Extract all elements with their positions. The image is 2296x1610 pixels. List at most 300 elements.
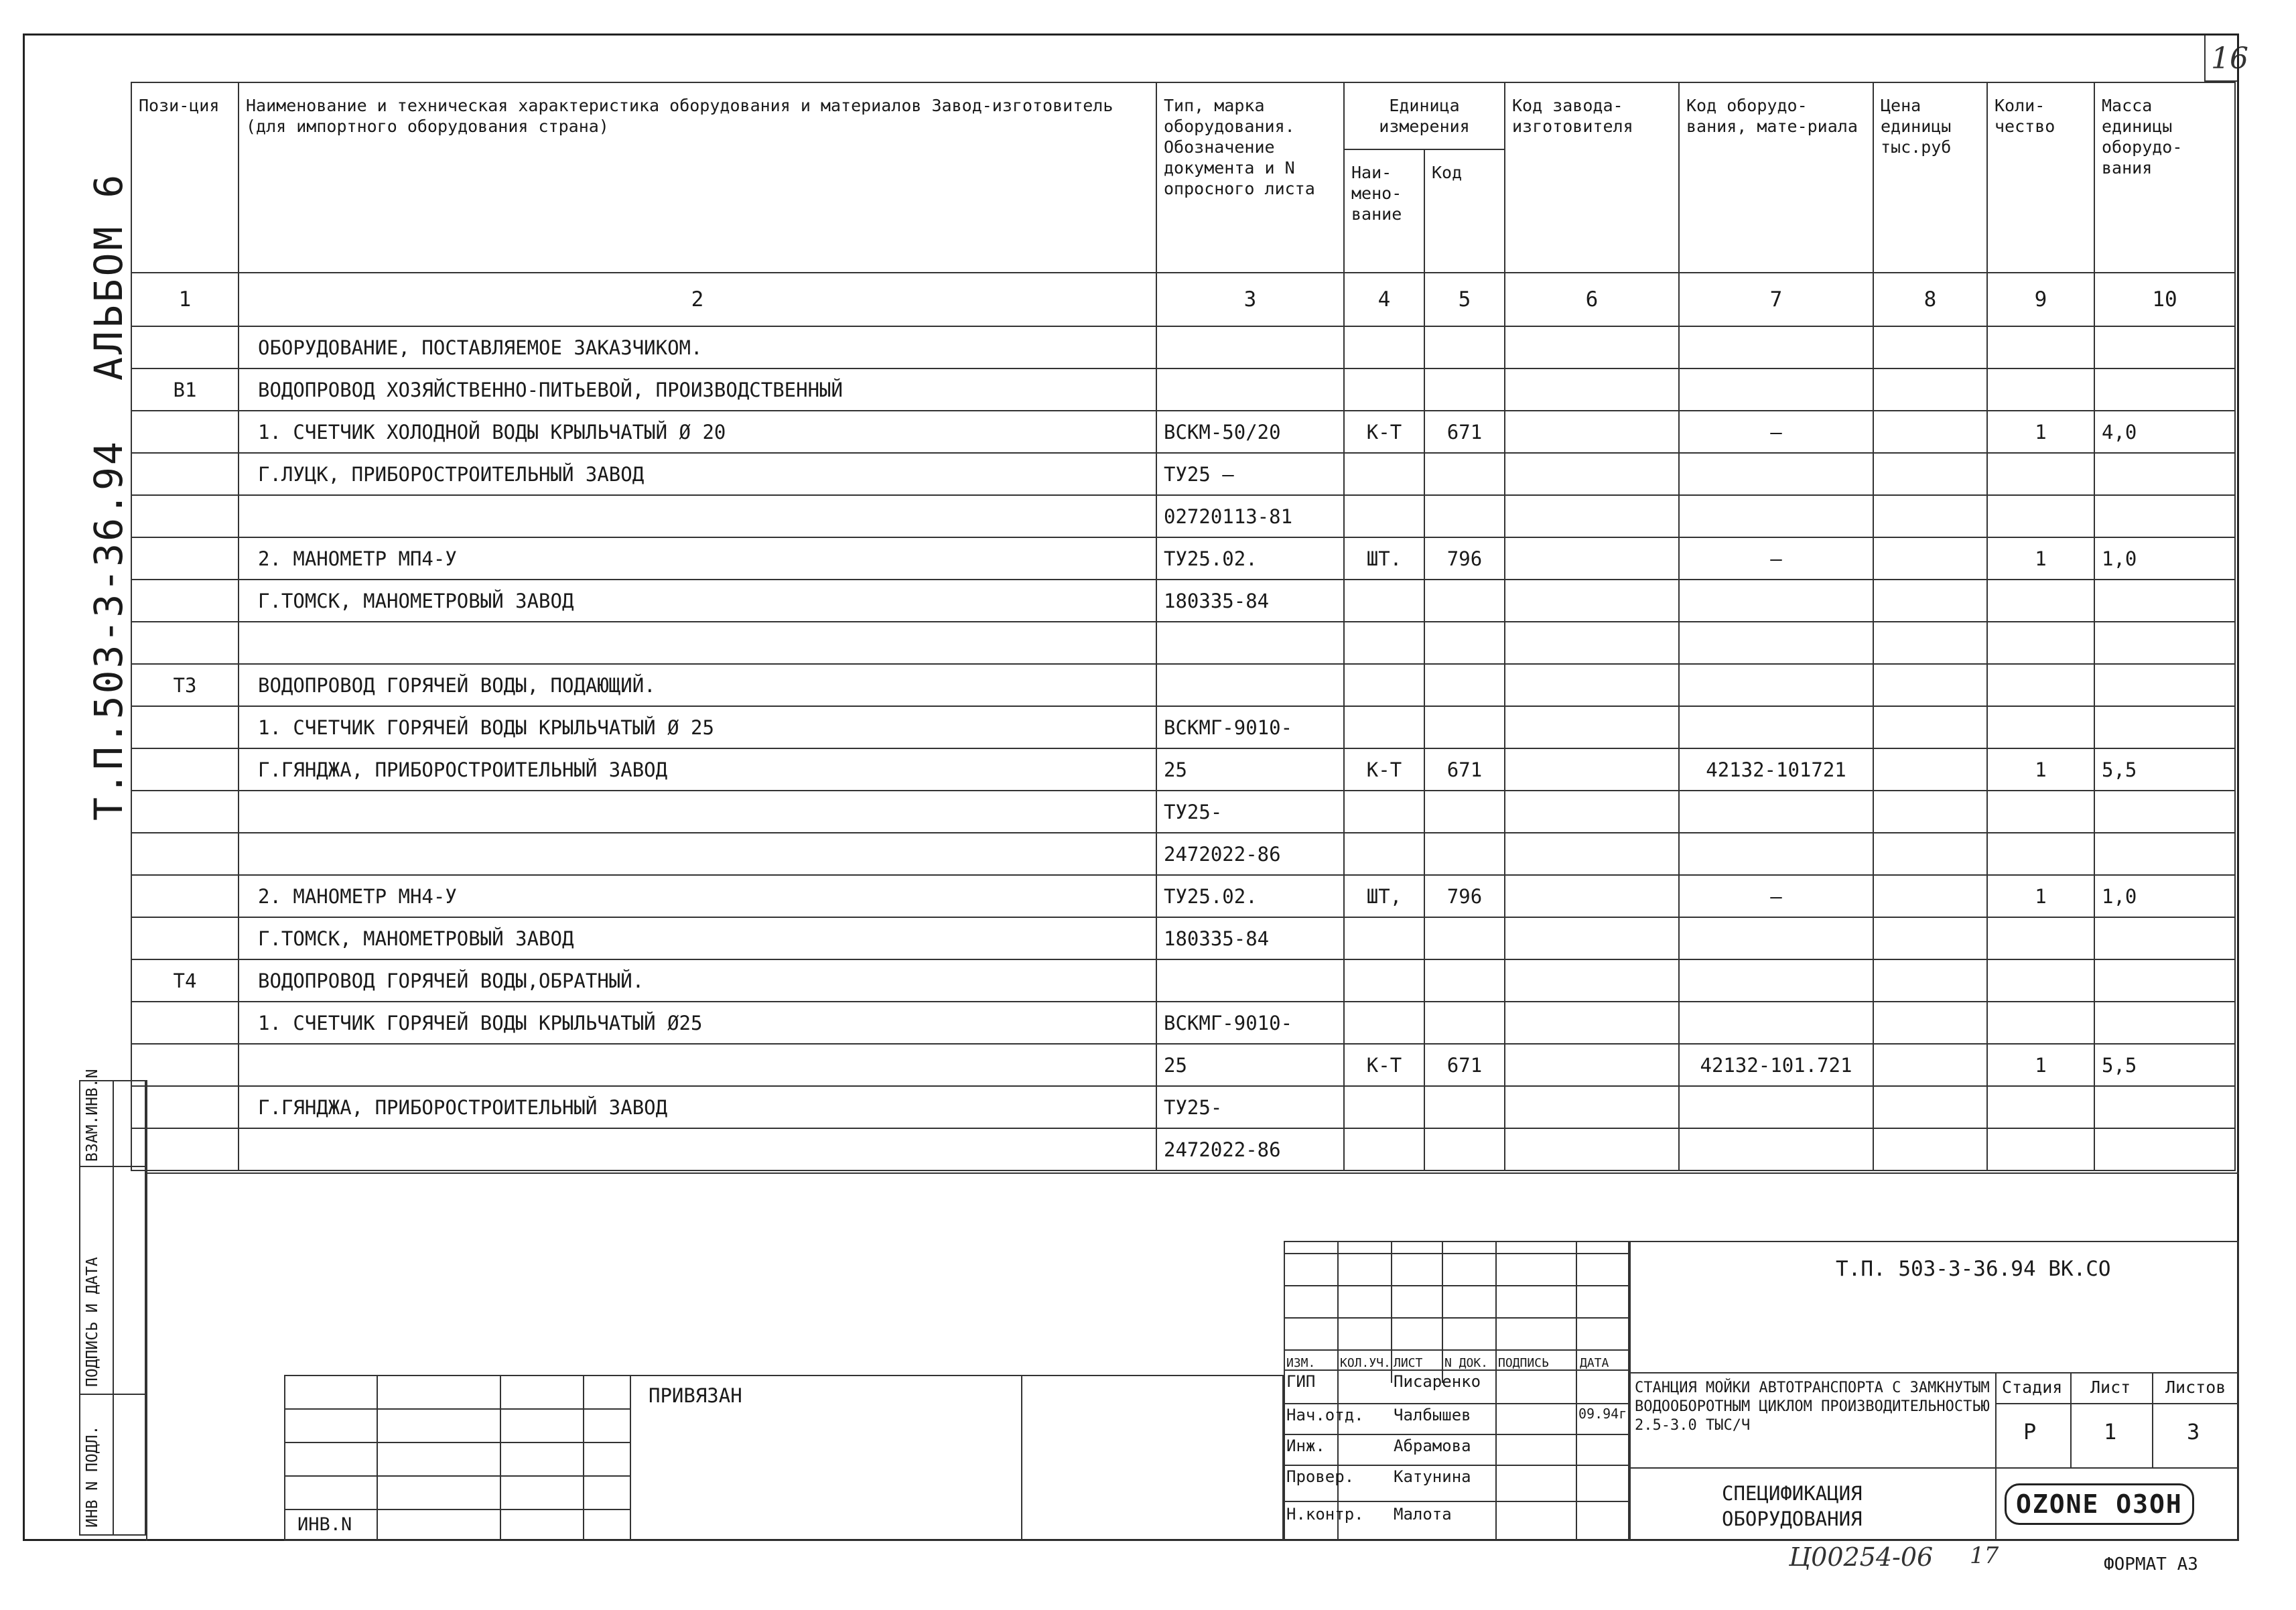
type-mark-cell: ТУ25 – <box>1156 453 1344 495</box>
quantity-cell: 1 <box>1987 1044 2094 1086</box>
unit-price-cell <box>1873 1086 1987 1128</box>
equipment-code-cell <box>1679 495 1873 537</box>
unit-code-cell <box>1424 580 1505 622</box>
staff-name: Чалбышев <box>1394 1406 1471 1424</box>
header-position: Пози-ция <box>131 82 239 273</box>
type-mark-cell <box>1156 959 1344 1002</box>
item-name-cell: Г.ТОМСК, МАНОМЕТРОВЫЙ ЗАВОД <box>239 917 1156 959</box>
left-stamp-sep-2 <box>79 1394 146 1395</box>
equipment-code-cell <box>1679 959 1873 1002</box>
table-row <box>131 1128 2235 1170</box>
type-mark-cell: ВСКМГ-9010- <box>1156 706 1344 748</box>
stamp-signature-date: ПОДПИСЬ И ДАТА <box>84 1257 101 1387</box>
quantity-cell <box>1987 1128 2094 1170</box>
unit-name-cell <box>1344 706 1424 748</box>
type-mark-cell: 25 <box>1156 1044 1344 1086</box>
footer-page: 17 <box>1970 1542 1999 1569</box>
quantity-cell <box>1987 664 2094 706</box>
position-cell <box>131 748 239 791</box>
rev-header-count: КОЛ.УЧ. <box>1340 1356 1391 1370</box>
unit-code-cell <box>1424 368 1505 411</box>
unit-name-cell <box>1344 368 1424 411</box>
table-row <box>131 622 2235 664</box>
unit-price-cell <box>1873 326 1987 368</box>
header-unit-code: Код <box>1424 149 1505 273</box>
type-mark-cell <box>1156 664 1344 706</box>
unit-code-cell: 796 <box>1424 875 1505 917</box>
unit-code-cell <box>1424 495 1505 537</box>
unit-mass-cell <box>2094 664 2235 706</box>
unit-name-cell <box>1344 1002 1424 1044</box>
rev-col-2 <box>1391 1241 1392 1383</box>
quantity-cell: 1 <box>1987 875 2094 917</box>
type-mark-cell: ТУ25.02. <box>1156 537 1344 580</box>
position-cell <box>131 537 239 580</box>
title-sep-1 <box>1629 1372 2239 1373</box>
item-name-cell <box>239 495 1156 537</box>
item-name-cell <box>239 791 1156 833</box>
unit-name-cell <box>1344 453 1424 495</box>
unit-mass-cell: 4,0 <box>2094 411 2235 453</box>
unit-name-cell <box>1344 917 1424 959</box>
position-cell <box>131 875 239 917</box>
sheets-header: Листов <box>2165 1378 2226 1397</box>
position-cell <box>131 1044 239 1086</box>
quantity-cell <box>1987 622 2094 664</box>
unit-mass-cell <box>2094 706 2235 748</box>
equipment-code-cell: – <box>1679 411 1873 453</box>
table-row <box>131 1086 2235 1128</box>
binding-row-4 <box>284 1509 630 1510</box>
table-row <box>131 664 2235 706</box>
plant-code-cell <box>1505 959 1679 1002</box>
unit-code-cell <box>1424 622 1505 664</box>
type-mark-cell: 2472022-86 <box>1156 1128 1344 1170</box>
item-name-cell <box>239 1044 1156 1086</box>
rev-header-sheet: ЛИСТ <box>1394 1356 1423 1370</box>
unit-price-cell <box>1873 580 1987 622</box>
rev-row-3 <box>1284 1317 1629 1319</box>
document-title: СПЕЦИФИКАЦИЯ ОБОРУДОВАНИЯ <box>1722 1482 1863 1530</box>
plant-code-cell <box>1505 833 1679 875</box>
unit-price-cell <box>1873 748 1987 791</box>
item-name-cell: 2. МАНОМЕТР МП4-У <box>239 537 1156 580</box>
unit-name-cell <box>1344 622 1424 664</box>
binding-row-1 <box>284 1408 630 1410</box>
equipment-code-cell <box>1679 1002 1873 1044</box>
unit-code-cell: 671 <box>1424 748 1505 791</box>
column-number: 10 <box>2094 273 2235 326</box>
sheets-value: 3 <box>2187 1419 2200 1445</box>
album-label: АЛЬБОМ 6 <box>86 172 131 381</box>
quantity-cell <box>1987 1002 2094 1044</box>
unit-name-cell <box>1344 326 1424 368</box>
column-number: 5 <box>1424 273 1505 326</box>
item-name-cell: 2. МАНОМЕТР МН4-У <box>239 875 1156 917</box>
header-unit-name: Наи-мено-вание <box>1344 149 1424 273</box>
unit-name-cell: ШТ. <box>1344 537 1424 580</box>
type-mark-cell <box>1156 326 1344 368</box>
item-name-cell: 1. СЧЕТЧИК ГОРЯЧЕЙ ВОДЫ КРЫЛЬЧАТЫЙ Ø 25 <box>239 706 1156 748</box>
plant-code-cell <box>1505 580 1679 622</box>
position-cell <box>131 622 239 664</box>
binding-row-2 <box>284 1442 630 1443</box>
unit-code-cell <box>1424 917 1505 959</box>
sheet-value: 1 <box>2104 1419 2117 1445</box>
staff-role: Провер. <box>1286 1467 1355 1486</box>
item-name-cell: ВОДОПРОВОД ХОЗЯЙСТВЕННО-ПИТЬЕВОЙ, ПРОИЗВОДСТВЕННЫЙ <box>239 368 1156 411</box>
unit-price-cell <box>1873 622 1987 664</box>
column-number: 9 <box>1987 273 2094 326</box>
unit-code-cell <box>1424 959 1505 1002</box>
unit-price-cell <box>1873 411 1987 453</box>
unit-code-cell: 671 <box>1424 411 1505 453</box>
equipment-code-cell: – <box>1679 537 1873 580</box>
unit-name-cell <box>1344 1128 1424 1170</box>
column-number: 8 <box>1873 273 1987 326</box>
table-row <box>131 411 2235 453</box>
title-sep-v <box>1995 1372 1997 1541</box>
binding-col-5 <box>1021 1375 1022 1541</box>
staff-name: Малота <box>1394 1505 1452 1524</box>
unit-code-cell <box>1424 791 1505 833</box>
column-number: 1 <box>131 273 239 326</box>
table-row <box>131 791 2235 833</box>
position-cell <box>131 495 239 537</box>
rev-col-3 <box>1442 1241 1443 1383</box>
position-cell: В1 <box>131 368 239 411</box>
type-mark-cell: ТУ25- <box>1156 791 1344 833</box>
unit-price-cell <box>1873 833 1987 875</box>
position-cell <box>131 1128 239 1170</box>
document-designation: Т.П. 503-3-36.94 ВК.СО <box>1836 1257 2111 1281</box>
unit-name-cell: К-Т <box>1344 748 1424 791</box>
plant-code-cell <box>1505 622 1679 664</box>
rev-header-signature: ПОДПИСЬ <box>1498 1356 1549 1370</box>
unit-mass-cell <box>2094 368 2235 411</box>
format-label: ФОРМАТ А3 <box>2104 1554 2198 1574</box>
item-name-cell <box>239 833 1156 875</box>
quantity-cell <box>1987 326 2094 368</box>
quantity-cell <box>1987 959 2094 1002</box>
unit-mass-cell <box>2094 791 2235 833</box>
unit-name-cell: К-Т <box>1344 411 1424 453</box>
rev-row-9 <box>1284 1501 1629 1502</box>
rev-row-2 <box>1284 1285 1629 1286</box>
item-name-cell: Г.ГЯНДЖА, ПРИБОРОСТРОИТЕЛЬНЫЙ ЗАВОД <box>239 748 1156 791</box>
equipment-code-cell <box>1679 833 1873 875</box>
unit-mass-cell <box>2094 580 2235 622</box>
plant-code-cell <box>1505 1002 1679 1044</box>
equipment-code-cell: 42132-101.721 <box>1679 1044 1873 1086</box>
item-name-cell: Г.ГЯНДЖА, ПРИБОРОСТРОИТЕЛЬНЫЙ ЗАВОД <box>239 1086 1156 1128</box>
table-row <box>131 833 2235 875</box>
binding-col-3 <box>583 1375 584 1541</box>
stage-col-2 <box>2152 1372 2153 1467</box>
unit-name-cell: К-Т <box>1344 1044 1424 1086</box>
type-mark-cell: 02720113-81 <box>1156 495 1344 537</box>
unit-price-cell <box>1873 1044 1987 1086</box>
plant-code-cell <box>1505 664 1679 706</box>
unit-code-cell <box>1424 664 1505 706</box>
equipment-code-cell <box>1679 1128 1873 1170</box>
type-mark-cell <box>1156 368 1344 411</box>
binding-block <box>284 1375 1284 1541</box>
unit-price-cell <box>1873 453 1987 495</box>
unit-code-cell <box>1424 833 1505 875</box>
quantity-cell <box>1987 368 2094 411</box>
table-row <box>131 326 2235 368</box>
unit-mass-cell <box>2094 495 2235 537</box>
equipment-code-cell <box>1679 622 1873 664</box>
equipment-code-cell <box>1679 326 1873 368</box>
unit-mass-cell: 1,0 <box>2094 875 2235 917</box>
unit-code-cell <box>1424 453 1505 495</box>
table-row <box>131 706 2235 748</box>
header-equipment-code: Код оборудо-вания, мате-риала <box>1679 82 1873 273</box>
item-name-cell: ОБОРУДОВАНИЕ, ПОСТАВЛЯЕМОЕ ЗАКАЗЧИКОМ. <box>239 326 1156 368</box>
item-name-cell: ВОДОПРОВОД ГОРЯЧЕЙ ВОДЫ,ОБРАТНЫЙ. <box>239 959 1156 1002</box>
rev-header-date: ДАТА <box>1580 1356 1609 1370</box>
unit-mass-cell <box>2094 917 2235 959</box>
table-bottom-line <box>146 1172 2239 1174</box>
table-row <box>131 875 2235 917</box>
lower-left-divider <box>146 1080 147 1541</box>
unit-code-cell <box>1424 1086 1505 1128</box>
equipment-code-cell: – <box>1679 875 1873 917</box>
archive-number: Ц00254-06 <box>1789 1542 1934 1572</box>
unit-mass-cell <box>2094 1002 2235 1044</box>
quantity-cell <box>1987 791 2094 833</box>
staff-role: Нач.отд. <box>1286 1406 1364 1424</box>
plant-code-cell <box>1505 875 1679 917</box>
unit-code-cell <box>1424 326 1505 368</box>
position-cell <box>131 453 239 495</box>
plant-code-cell <box>1505 748 1679 791</box>
project-code-label: Т.П.503-3-36.94 <box>86 440 131 821</box>
equipment-code-cell <box>1679 664 1873 706</box>
unit-price-cell <box>1873 495 1987 537</box>
left-stamp-divider <box>113 1080 114 1536</box>
type-mark-cell: 180335-84 <box>1156 580 1344 622</box>
unit-price-cell <box>1873 537 1987 580</box>
binding-col-4 <box>630 1375 631 1541</box>
unit-mass-cell: 1,0 <box>2094 537 2235 580</box>
unit-mass-cell: 5,5 <box>2094 1044 2235 1086</box>
plant-code-cell <box>1505 368 1679 411</box>
unit-price-cell <box>1873 1128 1987 1170</box>
unit-code-cell <box>1424 1002 1505 1044</box>
quantity-cell <box>1987 833 2094 875</box>
type-mark-cell: ВСКМГ-9010- <box>1156 1002 1344 1044</box>
unit-mass-cell <box>2094 453 2235 495</box>
binding-inv-label: ИНВ.N <box>297 1514 352 1535</box>
unit-price-cell <box>1873 875 1987 917</box>
type-mark-cell: 180335-84 <box>1156 917 1344 959</box>
binding-col-2 <box>500 1375 501 1541</box>
organization-logo: OZONE ОЗОН <box>2005 1483 2194 1525</box>
equipment-code-cell <box>1679 580 1873 622</box>
rev-row-8 <box>1284 1465 1629 1466</box>
type-mark-cell: 25 <box>1156 748 1344 791</box>
rev-header-doc: N ДОК. <box>1444 1356 1489 1370</box>
binding-row-3 <box>284 1475 630 1477</box>
unit-price-cell <box>1873 1002 1987 1044</box>
stage-header-line <box>1995 1403 2239 1404</box>
type-mark-cell: 2472022-86 <box>1156 833 1344 875</box>
stamp-replace-inv: ВЗАМ.ИНВ.N <box>84 1069 101 1162</box>
unit-name-cell <box>1344 495 1424 537</box>
unit-name-cell <box>1344 664 1424 706</box>
table-row <box>131 748 2235 791</box>
unit-mass-cell <box>2094 622 2235 664</box>
table-row <box>131 580 2235 622</box>
unit-name-cell <box>1344 833 1424 875</box>
unit-name-cell <box>1344 1086 1424 1128</box>
equipment-code-cell <box>1679 368 1873 411</box>
table-row <box>131 453 2235 495</box>
rev-header-change: ИЗМ. <box>1286 1356 1316 1370</box>
column-number: 4 <box>1344 273 1424 326</box>
header-unit-group: Единица измерения <box>1344 82 1505 149</box>
plant-code-cell <box>1505 1128 1679 1170</box>
rev-row-6 <box>1284 1403 1629 1404</box>
specification-body <box>131 326 2235 1170</box>
equipment-code-cell <box>1679 791 1873 833</box>
column-number: 7 <box>1679 273 1873 326</box>
plant-code-cell <box>1505 453 1679 495</box>
unit-price-cell <box>1873 917 1987 959</box>
plant-code-cell <box>1505 706 1679 748</box>
staff-role: Инж. <box>1286 1436 1325 1455</box>
plant-code-cell <box>1505 791 1679 833</box>
stage-header: Стадия <box>2002 1378 2063 1397</box>
plant-code-cell <box>1505 411 1679 453</box>
unit-name-cell <box>1344 580 1424 622</box>
position-cell <box>131 917 239 959</box>
type-mark-cell: ВСКМ-50/20 <box>1156 411 1344 453</box>
rev-row-1 <box>1284 1253 1629 1254</box>
unit-mass-cell <box>2094 833 2235 875</box>
specification-table <box>131 82 2236 1171</box>
stage-col-1 <box>2070 1372 2072 1467</box>
plant-code-cell <box>1505 326 1679 368</box>
quantity-cell <box>1987 580 2094 622</box>
header-type: Тип, марка оборудования. Обозначение документа и N опросного листа <box>1156 82 1344 273</box>
equipment-code-cell: 42132-101721 <box>1679 748 1873 791</box>
binding-label: ПРИВЯЗАН <box>649 1384 742 1407</box>
staff-date: 09.94г <box>1578 1406 1627 1422</box>
item-name-cell: Г.ЛУЦК, ПРИБОРОСТРОИТЕЛЬНЫЙ ЗАВОД <box>239 453 1156 495</box>
position-cell <box>131 1002 239 1044</box>
staff-role: Н.контр. <box>1286 1505 1364 1524</box>
quantity-cell <box>1987 1086 2094 1128</box>
unit-price-cell <box>1873 959 1987 1002</box>
position-cell <box>131 1086 239 1128</box>
unit-mass-cell <box>2094 1128 2235 1170</box>
equipment-code-cell <box>1679 1086 1873 1128</box>
quantity-cell <box>1987 706 2094 748</box>
column-number: 6 <box>1505 273 1679 326</box>
type-mark-cell: ТУ25- <box>1156 1086 1344 1128</box>
column-number: 3 <box>1156 273 1344 326</box>
plant-code-cell <box>1505 495 1679 537</box>
unit-price-cell <box>1873 664 1987 706</box>
unit-price-cell <box>1873 706 1987 748</box>
unit-mass-cell <box>2094 1086 2235 1128</box>
rev-row-4 <box>1284 1349 1629 1351</box>
position-cell <box>131 706 239 748</box>
type-mark-cell <box>1156 622 1344 664</box>
unit-code-cell <box>1424 1128 1505 1170</box>
sheet-header: Лист <box>2090 1378 2131 1397</box>
quantity-cell <box>1987 453 2094 495</box>
quantity-cell: 1 <box>1987 537 2094 580</box>
plant-code-cell <box>1505 1086 1679 1128</box>
item-name-cell <box>239 1128 1156 1170</box>
column-number: 2 <box>239 273 1156 326</box>
stamp-inv-original: ИНВ N ПОДЛ. <box>84 1425 101 1528</box>
unit-code-cell <box>1424 706 1505 748</box>
column-number-row <box>131 273 2235 326</box>
table-row <box>131 917 2235 959</box>
title-sep-2 <box>1629 1467 2239 1469</box>
unit-mass-cell <box>2094 326 2235 368</box>
quantity-cell <box>1987 495 2094 537</box>
unit-mass-cell <box>2094 959 2235 1002</box>
plant-code-cell <box>1505 1044 1679 1086</box>
item-name-cell: Г.ТОМСК, МАНОМЕТРОВЫЙ ЗАВОД <box>239 580 1156 622</box>
position-cell: Т4 <box>131 959 239 1002</box>
item-name-cell: 1. СЧЕТЧИК ГОРЯЧЕЙ ВОДЫ КРЫЛЬЧАТЫЙ Ø25 <box>239 1002 1156 1044</box>
table-row <box>131 1044 2235 1086</box>
position-cell <box>131 580 239 622</box>
quantity-cell: 1 <box>1987 748 2094 791</box>
unit-mass-cell: 5,5 <box>2094 748 2235 791</box>
header-price: Цена единицы тыс.руб <box>1873 82 1987 273</box>
unit-price-cell <box>1873 368 1987 411</box>
staff-name: Абрамова <box>1394 1436 1471 1455</box>
unit-name-cell: ШТ, <box>1344 875 1424 917</box>
quantity-cell <box>1987 917 2094 959</box>
table-row <box>131 368 2235 411</box>
unit-price-cell <box>1873 791 1987 833</box>
rev-row-7 <box>1284 1434 1629 1435</box>
equipment-code-cell <box>1679 917 1873 959</box>
header-name: Наименование и техническая характеристика оборудования и материалов Завод-изготовитель (для импортного оборудования страна) <box>239 82 1156 273</box>
position-cell <box>131 833 239 875</box>
position-cell: Т3 <box>131 664 239 706</box>
position-cell <box>131 326 239 368</box>
table-row <box>131 1002 2235 1044</box>
position-cell <box>131 411 239 453</box>
item-name-cell <box>239 622 1156 664</box>
binding-col-1 <box>377 1375 378 1541</box>
item-name-cell: ВОДОПРОВОД ГОРЯЧЕЙ ВОДЫ, ПОДАЮЩИЙ. <box>239 664 1156 706</box>
quantity-cell: 1 <box>1987 411 2094 453</box>
table-row <box>131 537 2235 580</box>
plant-code-cell <box>1505 537 1679 580</box>
header-plant-code: Код завода-изготовителя <box>1505 82 1679 273</box>
equipment-code-cell <box>1679 706 1873 748</box>
header-quantity: Коли-чество <box>1987 82 2094 273</box>
table-row <box>131 495 2235 537</box>
staff-name: Писаренко <box>1394 1372 1481 1391</box>
unit-code-cell: 671 <box>1424 1044 1505 1086</box>
object-name: СТАНЦИЯ МОЙКИ АВТОТРАНСПОРТА С ЗАМКНУТЫМ ВОДООБОРОТНЫМ ЦИКЛОМ ПРОИЗВОДИТЕЛЬНОСТЬЮ 2.5-3.0 ТЫС/Ч <box>1635 1380 1990 1434</box>
table-row <box>131 959 2235 1002</box>
unit-name-cell <box>1344 959 1424 1002</box>
